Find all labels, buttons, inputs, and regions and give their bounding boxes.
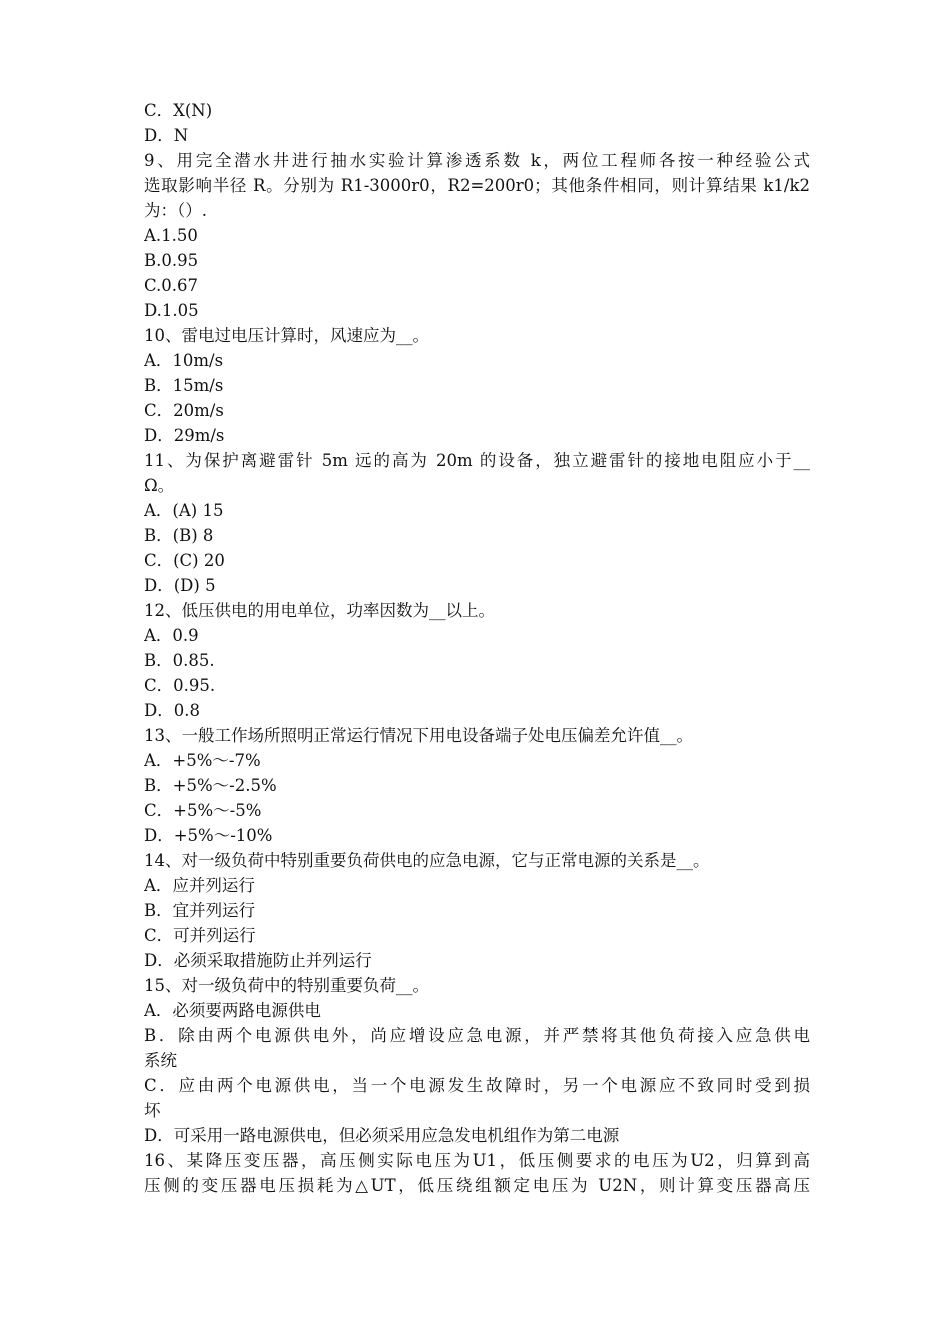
question-line: 9、用完全潜水井进行抽水实验计算渗透系数 k，两位工程师各按一种经验公式 xyxy=(144,151,810,170)
option-line: D.1.05 xyxy=(144,301,199,320)
option-line: B．+5%～-2.5% xyxy=(144,776,277,795)
option-line: B．(B) 8 xyxy=(144,526,214,545)
option-line: D．(D) 5 xyxy=(144,576,216,595)
question-line: 15、对一级负荷中的特别重要负荷__。 xyxy=(144,976,429,995)
option-line: C.0.67 xyxy=(144,276,199,295)
option-line: A.1.50 xyxy=(144,226,198,245)
option-line: A．10m/s xyxy=(144,351,224,370)
option-line: C．X(N) xyxy=(144,101,213,120)
option-line: C．应由两个电源供电，当一个电源发生故障时，另一个电源应不致同时受到损 xyxy=(144,1076,810,1095)
option-line: 系统 xyxy=(144,1051,177,1070)
question-line: 为：（）. xyxy=(144,201,207,220)
question-line: 11、为保护离避雷针 5m 远的高为 20m 的设备，独立避雷针的接地电阻应小于__ xyxy=(144,451,810,470)
question-line: 压侧的变压器电压损耗为△UT，低压绕组额定电压为 U2N，则计算变压器高压 xyxy=(144,1176,810,1195)
option-line: D．29m/s xyxy=(144,426,225,445)
option-line: B．0.85. xyxy=(144,651,215,670)
option-line: D．可采用一路电源供电，但必须采用应急发电机组作为第二电源 xyxy=(144,1126,620,1145)
option-line: A．(A) 15 xyxy=(144,501,224,520)
option-line: C．20m/s xyxy=(144,401,224,420)
option-line: A．必须要两路电源供电 xyxy=(144,1001,321,1020)
option-line: 坏 xyxy=(144,1101,161,1120)
option-line: B．15m/s xyxy=(144,376,224,395)
option-line: D．N xyxy=(144,126,189,145)
question-line: 14、对一级负荷中特别重要负荷供电的应急电源，它与正常电源的关系是__。 xyxy=(144,851,710,870)
option-line: C．0.95. xyxy=(144,676,216,695)
option-line: B.0.95 xyxy=(144,251,199,270)
question-line: 16、某降压变压器，高压侧实际电压为U1，低压侧要求的电压为U2，归算到高 xyxy=(144,1151,810,1170)
option-line: C．+5%～-5% xyxy=(144,801,262,820)
question-line: 12、低压供电的用电单位，功率因数为__以上。 xyxy=(144,601,495,620)
option-line: C．(C) 20 xyxy=(144,551,225,570)
option-line: D．必须采取措施防止并列运行 xyxy=(144,951,372,970)
option-line: D．0.8 xyxy=(144,701,200,720)
option-line: B．宜并列运行 xyxy=(144,901,256,920)
option-line: A．应并列运行 xyxy=(144,876,255,895)
option-line: A．0.9 xyxy=(144,626,199,645)
question-line: 选取影响半径 R。分别为 R1-3000r0，R2=200r0；其他条件相同，则计算结果 k1/k2 xyxy=(144,176,810,195)
option-line: D．+5%～-10% xyxy=(144,826,273,845)
question-line: 13、一般工作场所照明正常运行情况下用电设备端子处电压偏差允许值__。 xyxy=(144,726,693,745)
option-line: C．可并列运行 xyxy=(144,926,256,945)
option-line: A．+5%～-7% xyxy=(144,751,261,770)
question-line: 10、雷电过电压计算时，风速应为__。 xyxy=(144,326,429,345)
question-line: Ω。 xyxy=(144,476,175,495)
option-line: B．除由两个电源供电外，尚应增设应急电源，并严禁将其他负荷接入应急供电 xyxy=(144,1026,810,1045)
document-page xyxy=(144,98,810,1198)
